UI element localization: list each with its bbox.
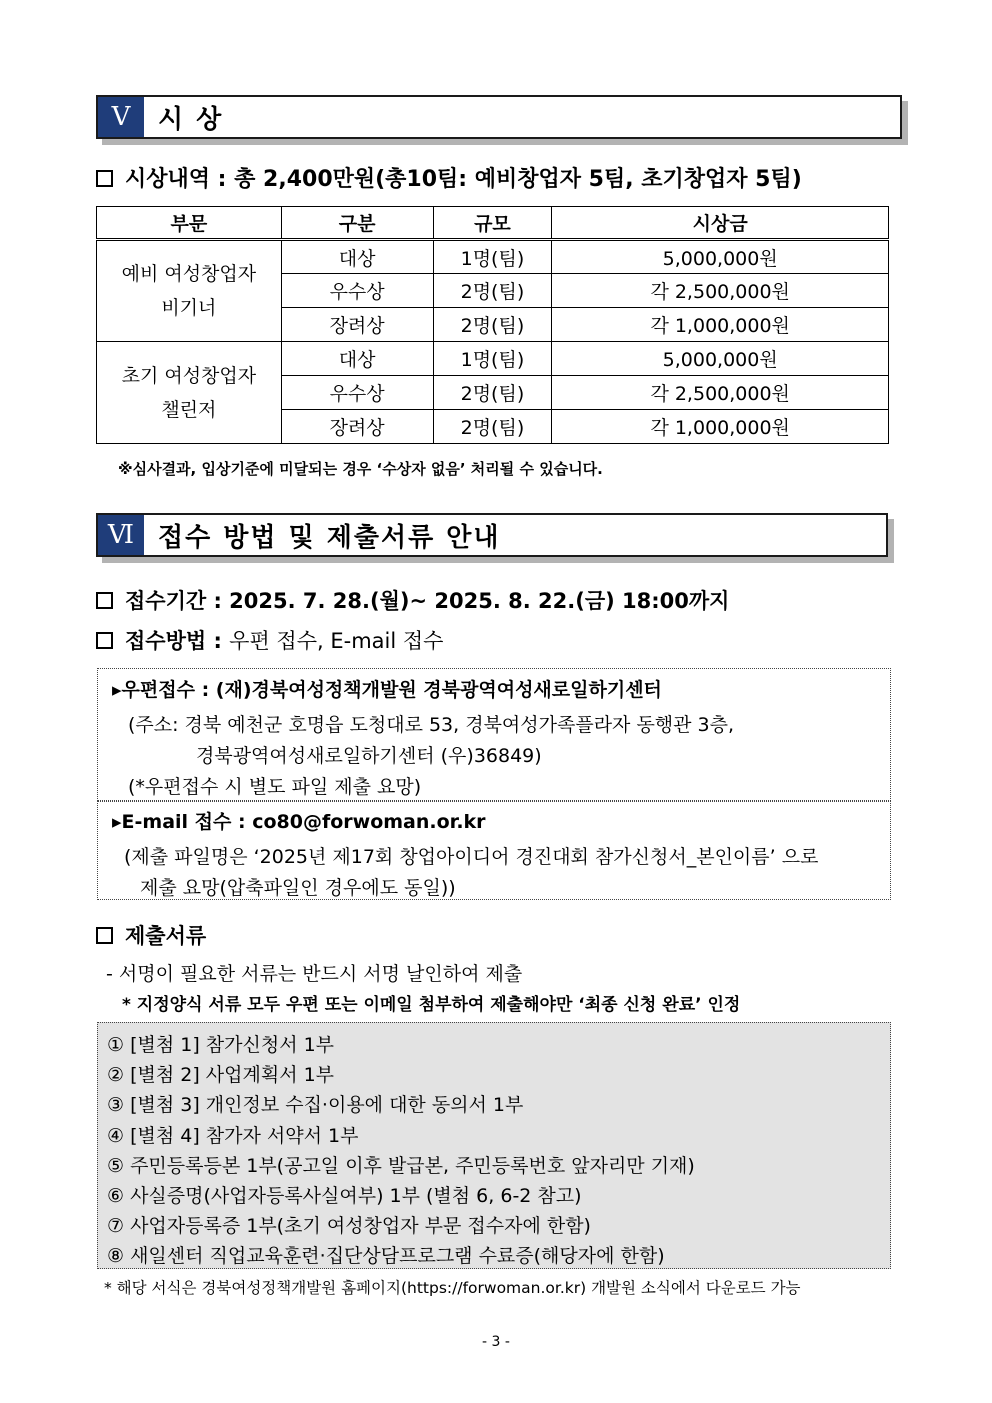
page-number: - 3 - bbox=[482, 1334, 510, 1350]
col-header-prize: 시상금 bbox=[552, 207, 889, 240]
award-heading: 시상내역 : 총 2,400만원(총10팀: 예비창업자 5팀, 초기창업자 5팀) bbox=[96, 162, 802, 193]
method-line: 접수방법 : 우편 접수, E-mail 접수 bbox=[96, 625, 443, 655]
list-item: ③ [별첨 3] 개인정보 수집·이용에 대한 동의서 1부 bbox=[107, 1094, 524, 1116]
prize-cell: 5,000,000원 bbox=[552, 342, 889, 376]
section-6-title: 접수 방법 및 제출서류 안내 bbox=[158, 522, 501, 553]
postal-box bbox=[97, 668, 891, 801]
list-item: ② [별첨 2] 사업계획서 1부 bbox=[107, 1064, 335, 1086]
col-header-grade: 구분 bbox=[281, 207, 433, 240]
prize-cell: 5,000,000원 bbox=[552, 240, 889, 274]
period-line: 접수기간 : 2025. 7. 28.(월)~ 2025. 8. 22.(금) 18:00까지 bbox=[96, 585, 729, 615]
docs-instruction: - 서명이 필요한 서류는 반드시 서명 날인하여 제출 bbox=[106, 963, 523, 985]
checkbox-square-icon bbox=[96, 170, 113, 187]
email-box bbox=[97, 801, 891, 900]
prize-cell: 각 2,500,000원 bbox=[552, 274, 889, 308]
postal-note: (*우편접수 시 별도 파일 제출 요망) bbox=[128, 776, 422, 798]
checkbox-square-icon bbox=[96, 592, 113, 609]
method-value: 우편 접수, E-mail 접수 bbox=[229, 629, 444, 653]
docs-footnote: * 해당 서식은 경북여성정책개발원 홈페이지(https://forwoman.or.kr) 개발원 소식에서 다운로드 가능 bbox=[104, 1279, 801, 1297]
list-item: ⑥ 사실증명(사업자등록사실여부) 1부 (별첨 6, 6-2 참고) bbox=[107, 1185, 582, 1207]
award-table bbox=[96, 206, 889, 444]
list-item: ④ [별첨 4] 참가자 서약서 1부 bbox=[107, 1125, 359, 1147]
grade-cell: 우수상 bbox=[281, 376, 433, 410]
checkbox-square-icon bbox=[96, 632, 113, 649]
size-cell: 1명(팀) bbox=[433, 342, 552, 376]
category-cell: 초기 여성창업자 챌린저 bbox=[97, 342, 282, 444]
section-6-header bbox=[96, 513, 888, 557]
email-line2: 제출 요망(압축파일인 경우에도 동일)) bbox=[140, 877, 456, 899]
size-cell: 1명(팀) bbox=[433, 240, 552, 274]
size-cell: 2명(팀) bbox=[433, 308, 552, 342]
checkbox-square-icon bbox=[96, 927, 113, 944]
col-header-category: 부문 bbox=[97, 207, 282, 240]
col-header-size: 규모 bbox=[433, 207, 552, 240]
award-note: ※심사결과, 입상기준에 미달되는 경우 ‘수상자 없음’ 처리될 수 있습니다. bbox=[118, 460, 603, 478]
size-cell: 2명(팀) bbox=[433, 376, 552, 410]
grade-cell: 장려상 bbox=[281, 410, 433, 444]
category-cell: 예비 여성창업자 비기너 bbox=[97, 240, 282, 342]
docs-list-box bbox=[97, 1022, 891, 1269]
postal-address-line2: 경북광역여성새로일하기센터 (우)36849) bbox=[196, 745, 542, 767]
list-item: ⑤ 주민등록등본 1부(공고일 이후 발급본, 주민등록번호 앞자리만 기재) bbox=[107, 1155, 695, 1177]
award-heading-value: 총 2,400만원(총10팀: 예비창업자 5팀, 초기창업자 5팀) bbox=[234, 167, 802, 192]
postal-title: ▸우편접수 : (재)경북여성정책개발원 경북광역여성새로일하기센터 bbox=[112, 679, 662, 701]
size-cell: 2명(팀) bbox=[433, 410, 552, 444]
grade-cell: 대상 bbox=[281, 240, 433, 274]
email-title: ▸E-mail 접수 : co80@forwoman.or.kr bbox=[112, 811, 486, 833]
list-item: ⑧ 새일센터 직업교육훈련·집단상담프로그램 수료증(해당자에 한함) bbox=[107, 1245, 665, 1267]
docs-heading: 제출서류 bbox=[96, 920, 206, 950]
grade-cell: 우수상 bbox=[281, 274, 433, 308]
grade-cell: 대상 bbox=[281, 342, 433, 376]
prize-cell: 각 1,000,000원 bbox=[552, 410, 889, 444]
prize-cell: 각 2,500,000원 bbox=[552, 376, 889, 410]
section-5-header bbox=[96, 95, 902, 139]
docs-emphasis: * 지정양식 서류 모두 우편 또는 이메일 첨부하여 제출해야만 ‘최종 신청 완료’ 인정 bbox=[122, 995, 741, 1015]
section-6-number: Ⅵ bbox=[98, 515, 144, 555]
email-line1: (제출 파일명은 ‘2025년 제17회 창업아이디어 경진대회 참가신청서_본인이름’ 으로 bbox=[124, 846, 819, 868]
list-item: ⑦ 사업자등록증 1부(초기 여성창업자 부문 접수자에 한함) bbox=[107, 1215, 591, 1237]
prize-cell: 각 1,000,000원 bbox=[552, 308, 889, 342]
list-item: ① [별첨 1] 참가신청서 1부 bbox=[107, 1034, 335, 1056]
size-cell: 2명(팀) bbox=[433, 274, 552, 308]
postal-address-line1: (주소: 경북 예천군 호명읍 도청대로 53, 경북여성가족플라자 동행관 3층, bbox=[128, 714, 735, 736]
grade-cell: 장려상 bbox=[281, 308, 433, 342]
section-5-title: 시 상 bbox=[158, 104, 224, 135]
section-5-number: Ⅴ bbox=[98, 97, 144, 137]
period-value: 2025. 7. 28.(월)~ 2025. 8. 22.(금) 18:00까지 bbox=[229, 589, 730, 613]
